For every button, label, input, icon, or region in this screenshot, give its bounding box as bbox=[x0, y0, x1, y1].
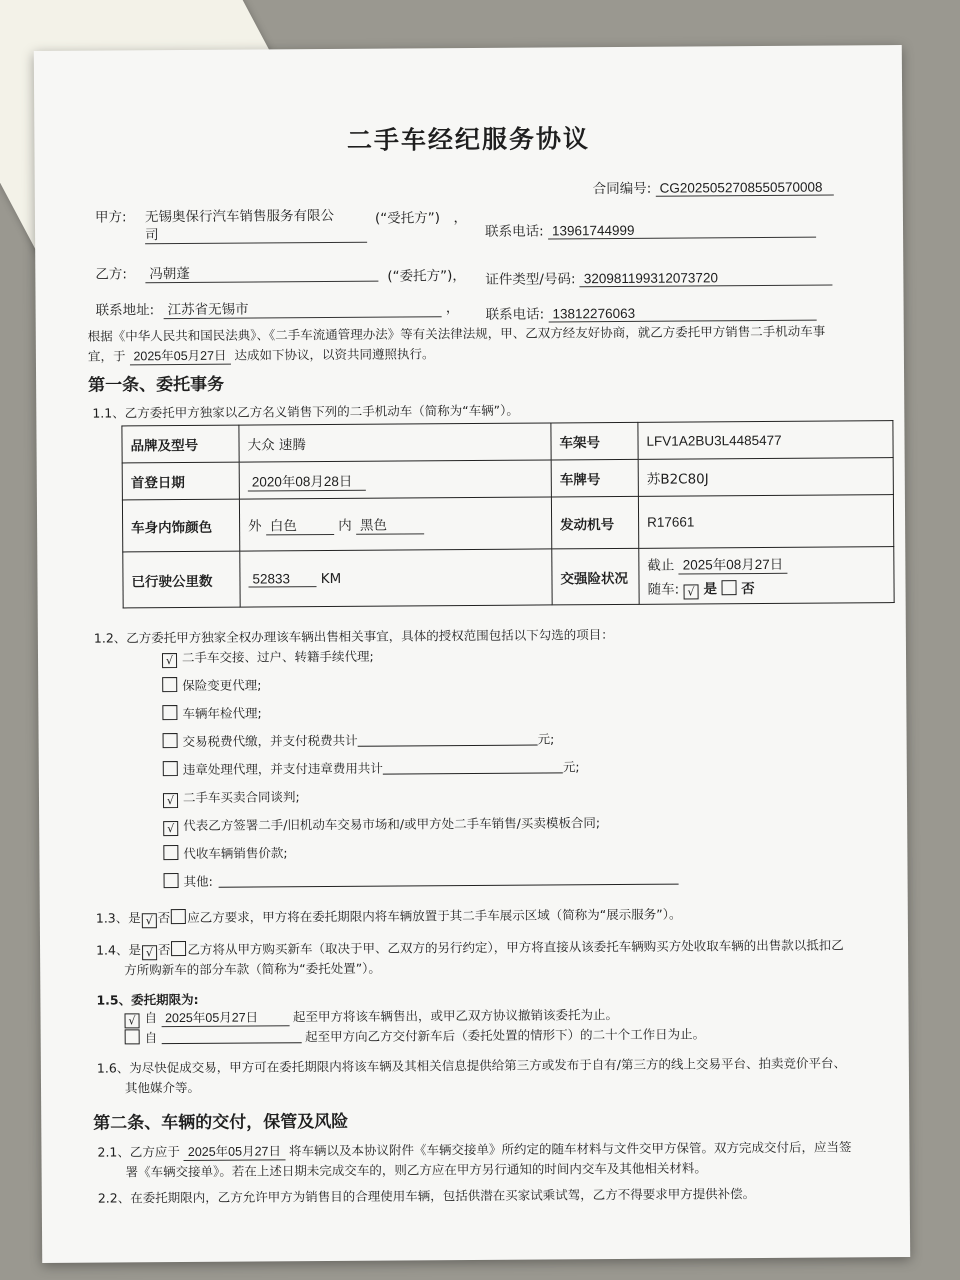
violation-amount-blank[interactable] bbox=[383, 758, 563, 774]
option-row bbox=[163, 813, 600, 836]
party-a-name-line1: 无锡奥保行汽车销售服务有限公 bbox=[144, 207, 334, 226]
clause-1-6-line2: 其他媒介等。 bbox=[124, 1079, 201, 1096]
option-row bbox=[163, 729, 555, 750]
engine-value: R17661 bbox=[638, 495, 893, 549]
clause-1-1: 1.1、乙方委托甲方独家以乙方名义销售下列的二手机动车（简称为“车辆”）。 bbox=[92, 402, 519, 421]
clause-1-4 bbox=[96, 935, 844, 960]
document-title: 二手车经纪服务协议 bbox=[346, 124, 591, 155]
option-row bbox=[162, 675, 261, 694]
preamble-line1: 根据《中华人民共和国民法典》、《二手车流通管理办法》等有关法律法规，甲、乙双方经友好协商，就乙方委托甲方销售二手机动车事 bbox=[87, 323, 826, 344]
option-suffix: 元; bbox=[562, 759, 580, 775]
option-label: 违章处理代理，并支付违章费用共计 bbox=[182, 760, 383, 778]
table-row bbox=[122, 495, 893, 552]
term-1-text: 起至甲方将该车辆售出，或甲乙双方协议撤销该委托为止。 bbox=[292, 1006, 619, 1025]
with-car-no-checkbox[interactable] bbox=[721, 580, 736, 595]
term-2-text: 起至甲方向乙方交付新车后（委托处置的情形下）的二十个工作日为止。 bbox=[305, 1026, 706, 1045]
mileage-unit: KM bbox=[320, 570, 342, 587]
party-a-tel-label: 联系电话: bbox=[484, 223, 544, 240]
table-row bbox=[123, 547, 894, 608]
option-checkbox[interactable]: √ bbox=[163, 793, 178, 808]
section-2-title: 第二条、车辆的交付，保管及风险 bbox=[93, 1111, 349, 1134]
option-label: 二手车买卖合同谈判; bbox=[182, 789, 300, 806]
section-1-title: 第一条、委托事务 bbox=[88, 374, 225, 396]
term-row-2 bbox=[125, 1024, 706, 1046]
clause-2-1-text-b: 将车辆以及本协议附件《车辆交接单》所约定的随车材料与文件交甲方保管。双方完成交付后，应当签 bbox=[288, 1139, 852, 1159]
option-label: 其他: bbox=[183, 873, 213, 890]
option-label: 交易税费代缴，并支付税费共计 bbox=[182, 732, 358, 750]
party-a-tel-value: 13961744999 bbox=[548, 222, 816, 240]
option-label: 二手车交接、过户、转籍手续代理; bbox=[181, 648, 374, 666]
option-row bbox=[163, 843, 287, 862]
mileage-label: 已行驶公里数 bbox=[123, 551, 240, 608]
option-checkbox[interactable] bbox=[162, 705, 177, 720]
party-a-label: 甲方: bbox=[94, 209, 127, 226]
interior-color-value: 黑色 bbox=[356, 513, 424, 534]
table-row bbox=[122, 458, 893, 500]
clause-1-4-number: 1.4、 bbox=[96, 942, 129, 958]
clause-2-1-text-a: 2.1、乙方应于 bbox=[97, 1144, 180, 1160]
vehicle-table bbox=[121, 420, 894, 608]
clause-1-4-no-checkbox[interactable] bbox=[171, 941, 186, 956]
clause-1-3-number: 1.3、 bbox=[95, 910, 129, 926]
option-checkbox[interactable] bbox=[163, 761, 178, 776]
insurance-label: 交强险状况 bbox=[552, 548, 639, 605]
contract-number bbox=[593, 175, 834, 197]
clause-1-4-yes-label: 是 bbox=[128, 942, 142, 958]
color-cell bbox=[239, 497, 551, 551]
preamble-text-b: 达成如下协议，以资共同遵照执行。 bbox=[234, 346, 435, 363]
color-label: 车身内饰颜色 bbox=[122, 499, 239, 552]
option-row bbox=[162, 647, 374, 668]
clause-1-5-title: 1.5、委托期限为: bbox=[96, 991, 199, 1008]
clause-1-3-yes-label: 是 bbox=[128, 910, 141, 926]
address-comma: ， bbox=[445, 300, 460, 317]
term-1-date: 2025年05月27日 bbox=[161, 1007, 289, 1027]
party-a-name-line2: 司 bbox=[145, 222, 367, 245]
term-2-from-label: 自 bbox=[144, 1030, 158, 1046]
option-checkbox[interactable]: √ bbox=[162, 653, 177, 668]
clause-1-4-yes-checkbox[interactable]: √ bbox=[142, 945, 157, 960]
address bbox=[164, 296, 460, 319]
address-value: 江苏省无锡市 bbox=[164, 296, 442, 319]
contract-number-label: 合同编号: bbox=[592, 180, 652, 198]
option-row bbox=[163, 787, 300, 808]
vin-label: 车架号 bbox=[551, 422, 638, 460]
insurance-cell bbox=[639, 547, 894, 605]
insurance-until bbox=[647, 552, 885, 575]
exterior-color-value: 白色 bbox=[266, 514, 334, 535]
reg-date-label: 首登日期 bbox=[122, 462, 239, 500]
term-1-checkbox[interactable]: √ bbox=[125, 1013, 140, 1028]
clause-1-4-no-label: 否 bbox=[157, 942, 171, 958]
clause-2-2: 2.2、在委托期限内，乙方允许甲方为销售目的合理使用车辆，包括供潜在买家试乘试驾，乙方不得要求甲方提供补偿。 bbox=[97, 1186, 756, 1206]
preamble-date: 2025年05月27日 bbox=[129, 346, 230, 366]
plate-label: 车牌号 bbox=[551, 459, 638, 497]
clause-1-3-yes-checkbox[interactable]: √ bbox=[142, 913, 157, 928]
with-car-yes-checkbox[interactable]: √ bbox=[683, 584, 698, 599]
party-b-tel bbox=[486, 301, 817, 323]
option-checkbox[interactable] bbox=[163, 733, 178, 748]
option-row bbox=[162, 703, 261, 722]
option-label: 保险变更代理; bbox=[182, 677, 262, 694]
address-label: 联系地址: bbox=[95, 302, 155, 319]
table-row bbox=[122, 421, 893, 463]
tax-amount-blank[interactable] bbox=[358, 731, 538, 747]
option-row bbox=[163, 757, 580, 778]
party-b-id bbox=[485, 265, 833, 287]
term-1-from-label: 自 bbox=[144, 1010, 158, 1026]
party-b-role: (“委托方”)， bbox=[387, 268, 466, 285]
vin-value: LFV1A2BU3L4485477 bbox=[638, 421, 893, 460]
party-b-name bbox=[145, 261, 378, 284]
insurance-until-label: 截止 bbox=[647, 557, 675, 574]
clause-1-3-no-checkbox[interactable] bbox=[171, 909, 186, 924]
clause-1-6-line1: 1.6、为尽快促成交易，甲方可在委托期限内将该车辆及其相关信息提供给第三方或发布于自有/第三方的线上交易平台、拍卖竞价平台、 bbox=[96, 1055, 847, 1076]
option-checkbox[interactable] bbox=[164, 873, 179, 888]
clause-2-1-line1 bbox=[97, 1137, 851, 1161]
mileage-value: 52833 bbox=[248, 571, 316, 587]
clause-1-3-no-label: 否 bbox=[157, 910, 171, 926]
preamble-line2 bbox=[88, 344, 435, 365]
clause-1-3 bbox=[96, 905, 682, 929]
term-2-checkbox[interactable] bbox=[125, 1029, 140, 1044]
reg-date-value: 2020年08月28日 bbox=[248, 469, 366, 491]
with-car-label: 随车: bbox=[647, 581, 680, 598]
reg-date-cell bbox=[239, 460, 551, 499]
party-a-tel bbox=[485, 218, 816, 240]
option-checkbox[interactable] bbox=[162, 677, 177, 692]
mileage-cell bbox=[240, 549, 552, 607]
interior-color-label: 内 bbox=[338, 517, 352, 534]
option-suffix: 元; bbox=[537, 731, 555, 747]
party-b-id-label: 证件类型/号码: bbox=[485, 271, 576, 288]
other-blank[interactable] bbox=[219, 870, 679, 888]
engine-label: 发动机号 bbox=[551, 496, 638, 549]
party-b-tel-label: 联系电话: bbox=[485, 306, 545, 323]
party-b-tel-value: 13812276063 bbox=[548, 305, 816, 323]
clause-1-2: 1.2、乙方委托甲方独家全权办理该车辆出售相关事宜，具体的授权范围包括以下勾选的项目： bbox=[93, 627, 614, 646]
party-b-name-value: 冯朝蓬 bbox=[145, 261, 378, 284]
party-a-role: (“受托方”) ， bbox=[374, 210, 468, 227]
preamble-text-a: 宜，于 bbox=[87, 348, 126, 364]
with-car-row bbox=[647, 576, 885, 600]
party-b-id-value: 320981199312073720 bbox=[580, 269, 833, 287]
option-label: 代表乙方签署二手/旧机动车交易市场和/或甲方处二手车销售/买卖模板合同; bbox=[183, 815, 601, 834]
option-row bbox=[164, 869, 679, 891]
insurance-until-date: 2025年08月27日 bbox=[679, 552, 788, 574]
brand-label: 品牌及型号 bbox=[122, 425, 239, 463]
option-checkbox[interactable]: √ bbox=[163, 821, 178, 836]
with-car-yes-label: 是 bbox=[703, 580, 717, 597]
contract-number-value: CG2025052708550570008 bbox=[656, 179, 834, 196]
party-b-label: 乙方: bbox=[95, 266, 127, 283]
brand-value: 大众 速腾 bbox=[239, 423, 551, 462]
contract-page bbox=[34, 45, 910, 1263]
clause-1-4-text1: 乙方将从甲方购买新车（取决于甲、乙双方的另行约定），甲方将直接从该委托车辆购买方处收取车辆的出售款以抵扣乙 bbox=[187, 937, 844, 957]
exterior-color-label: 外 bbox=[248, 518, 262, 535]
clause-1-4-text2: 方所购新车的部分车款（简称为“委托处置”）。 bbox=[124, 960, 381, 978]
clause-1-3-text: 应乙方要求，甲方将在委托期限内将车辆放置于其二手车展示区域（简称为“展示服务”）。 bbox=[187, 906, 682, 925]
clause-2-1-line2: 署《车辆交接单》。若在上述日期未完成交车的，则乙方应在甲方另行通知的时间内交车及其他相关材料。 bbox=[125, 1160, 707, 1180]
option-label: 车辆年检代理; bbox=[182, 705, 262, 722]
option-checkbox[interactable] bbox=[163, 845, 178, 860]
term-2-date-blank[interactable] bbox=[161, 1028, 301, 1044]
clause-2-1-date: 2025年05月27日 bbox=[184, 1141, 285, 1161]
with-car-no-label: 否 bbox=[741, 580, 755, 597]
plate-value: 苏B2C80J bbox=[638, 458, 893, 497]
option-label: 代收车辆销售价款; bbox=[183, 845, 288, 862]
